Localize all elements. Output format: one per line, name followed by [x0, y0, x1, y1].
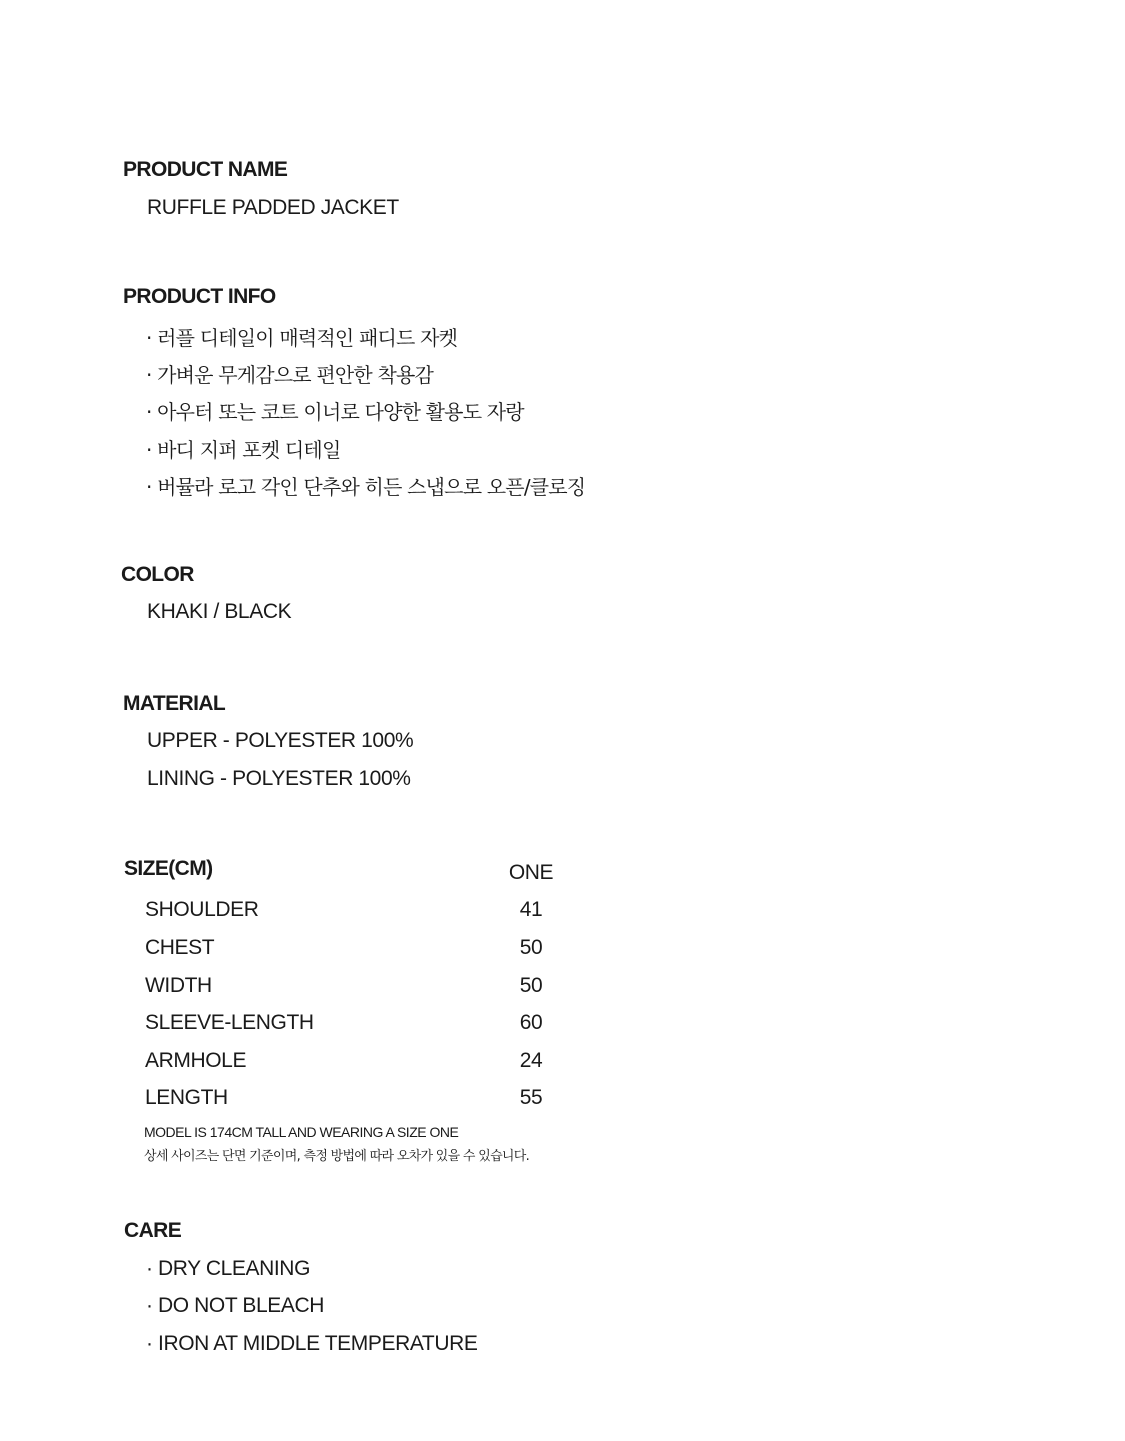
color-heading: COLOR — [121, 563, 194, 586]
size-row-label: LENGTH — [145, 1086, 228, 1109]
product-info-item: · 가벼운 무게감으로 편안한 착용감 — [146, 363, 434, 387]
product-name-value: RUFFLE PADDED JACKET — [147, 196, 399, 219]
size-note-model: MODEL IS 174CM TALL AND WEARING A SIZE ONE — [144, 1124, 459, 1140]
product-info-item: · 버뮬라 로고 각인 단추와 히든 스냅으로 오픈/클로징 — [146, 475, 586, 499]
size-row-value: 60 — [519, 1011, 543, 1034]
size-note-measure: 상세 사이즈는 단면 기준이며, 측정 방법에 따라 오차가 있을 수 있습니다. — [144, 1149, 530, 1164]
material-heading: MATERIAL — [123, 692, 226, 715]
size-row-value: 55 — [519, 1086, 543, 1109]
size-row-label: CHEST — [145, 936, 215, 959]
product-info-item: · 러플 디테일이 매력적인 패디드 자켓 — [146, 326, 458, 350]
size-heading: SIZE(CM) — [124, 857, 213, 880]
size-column-header: ONE — [508, 861, 554, 884]
size-row-label: WIDTH — [145, 974, 212, 997]
product-info-heading: PRODUCT INFO — [123, 285, 276, 308]
size-row-value: 50 — [519, 974, 543, 997]
care-item: · IRON AT MIDDLE TEMPERATURE — [146, 1332, 478, 1355]
care-heading: CARE — [124, 1219, 182, 1242]
care-item: · DO NOT BLEACH — [146, 1294, 324, 1317]
size-row-value: 50 — [519, 936, 543, 959]
product-info-item: · 아우터 또는 코트 이너로 다양한 활용도 자랑 — [146, 400, 524, 424]
size-row-label: SLEEVE-LENGTH — [145, 1011, 314, 1034]
product-name-heading: PRODUCT NAME — [123, 158, 288, 181]
material-item: UPPER - POLYESTER 100% — [147, 729, 414, 752]
size-row-label: ARMHOLE — [145, 1049, 247, 1072]
size-row-value: 41 — [519, 898, 543, 921]
size-row-value: 24 — [519, 1049, 543, 1072]
care-item: · DRY CLEANING — [146, 1257, 310, 1280]
color-value: KHAKI / BLACK — [147, 600, 292, 623]
material-item: LINING - POLYESTER 100% — [147, 767, 411, 790]
product-info-item: · 바디 지퍼 포켓 디테일 — [146, 438, 341, 462]
size-row-label: SHOULDER — [145, 898, 259, 921]
